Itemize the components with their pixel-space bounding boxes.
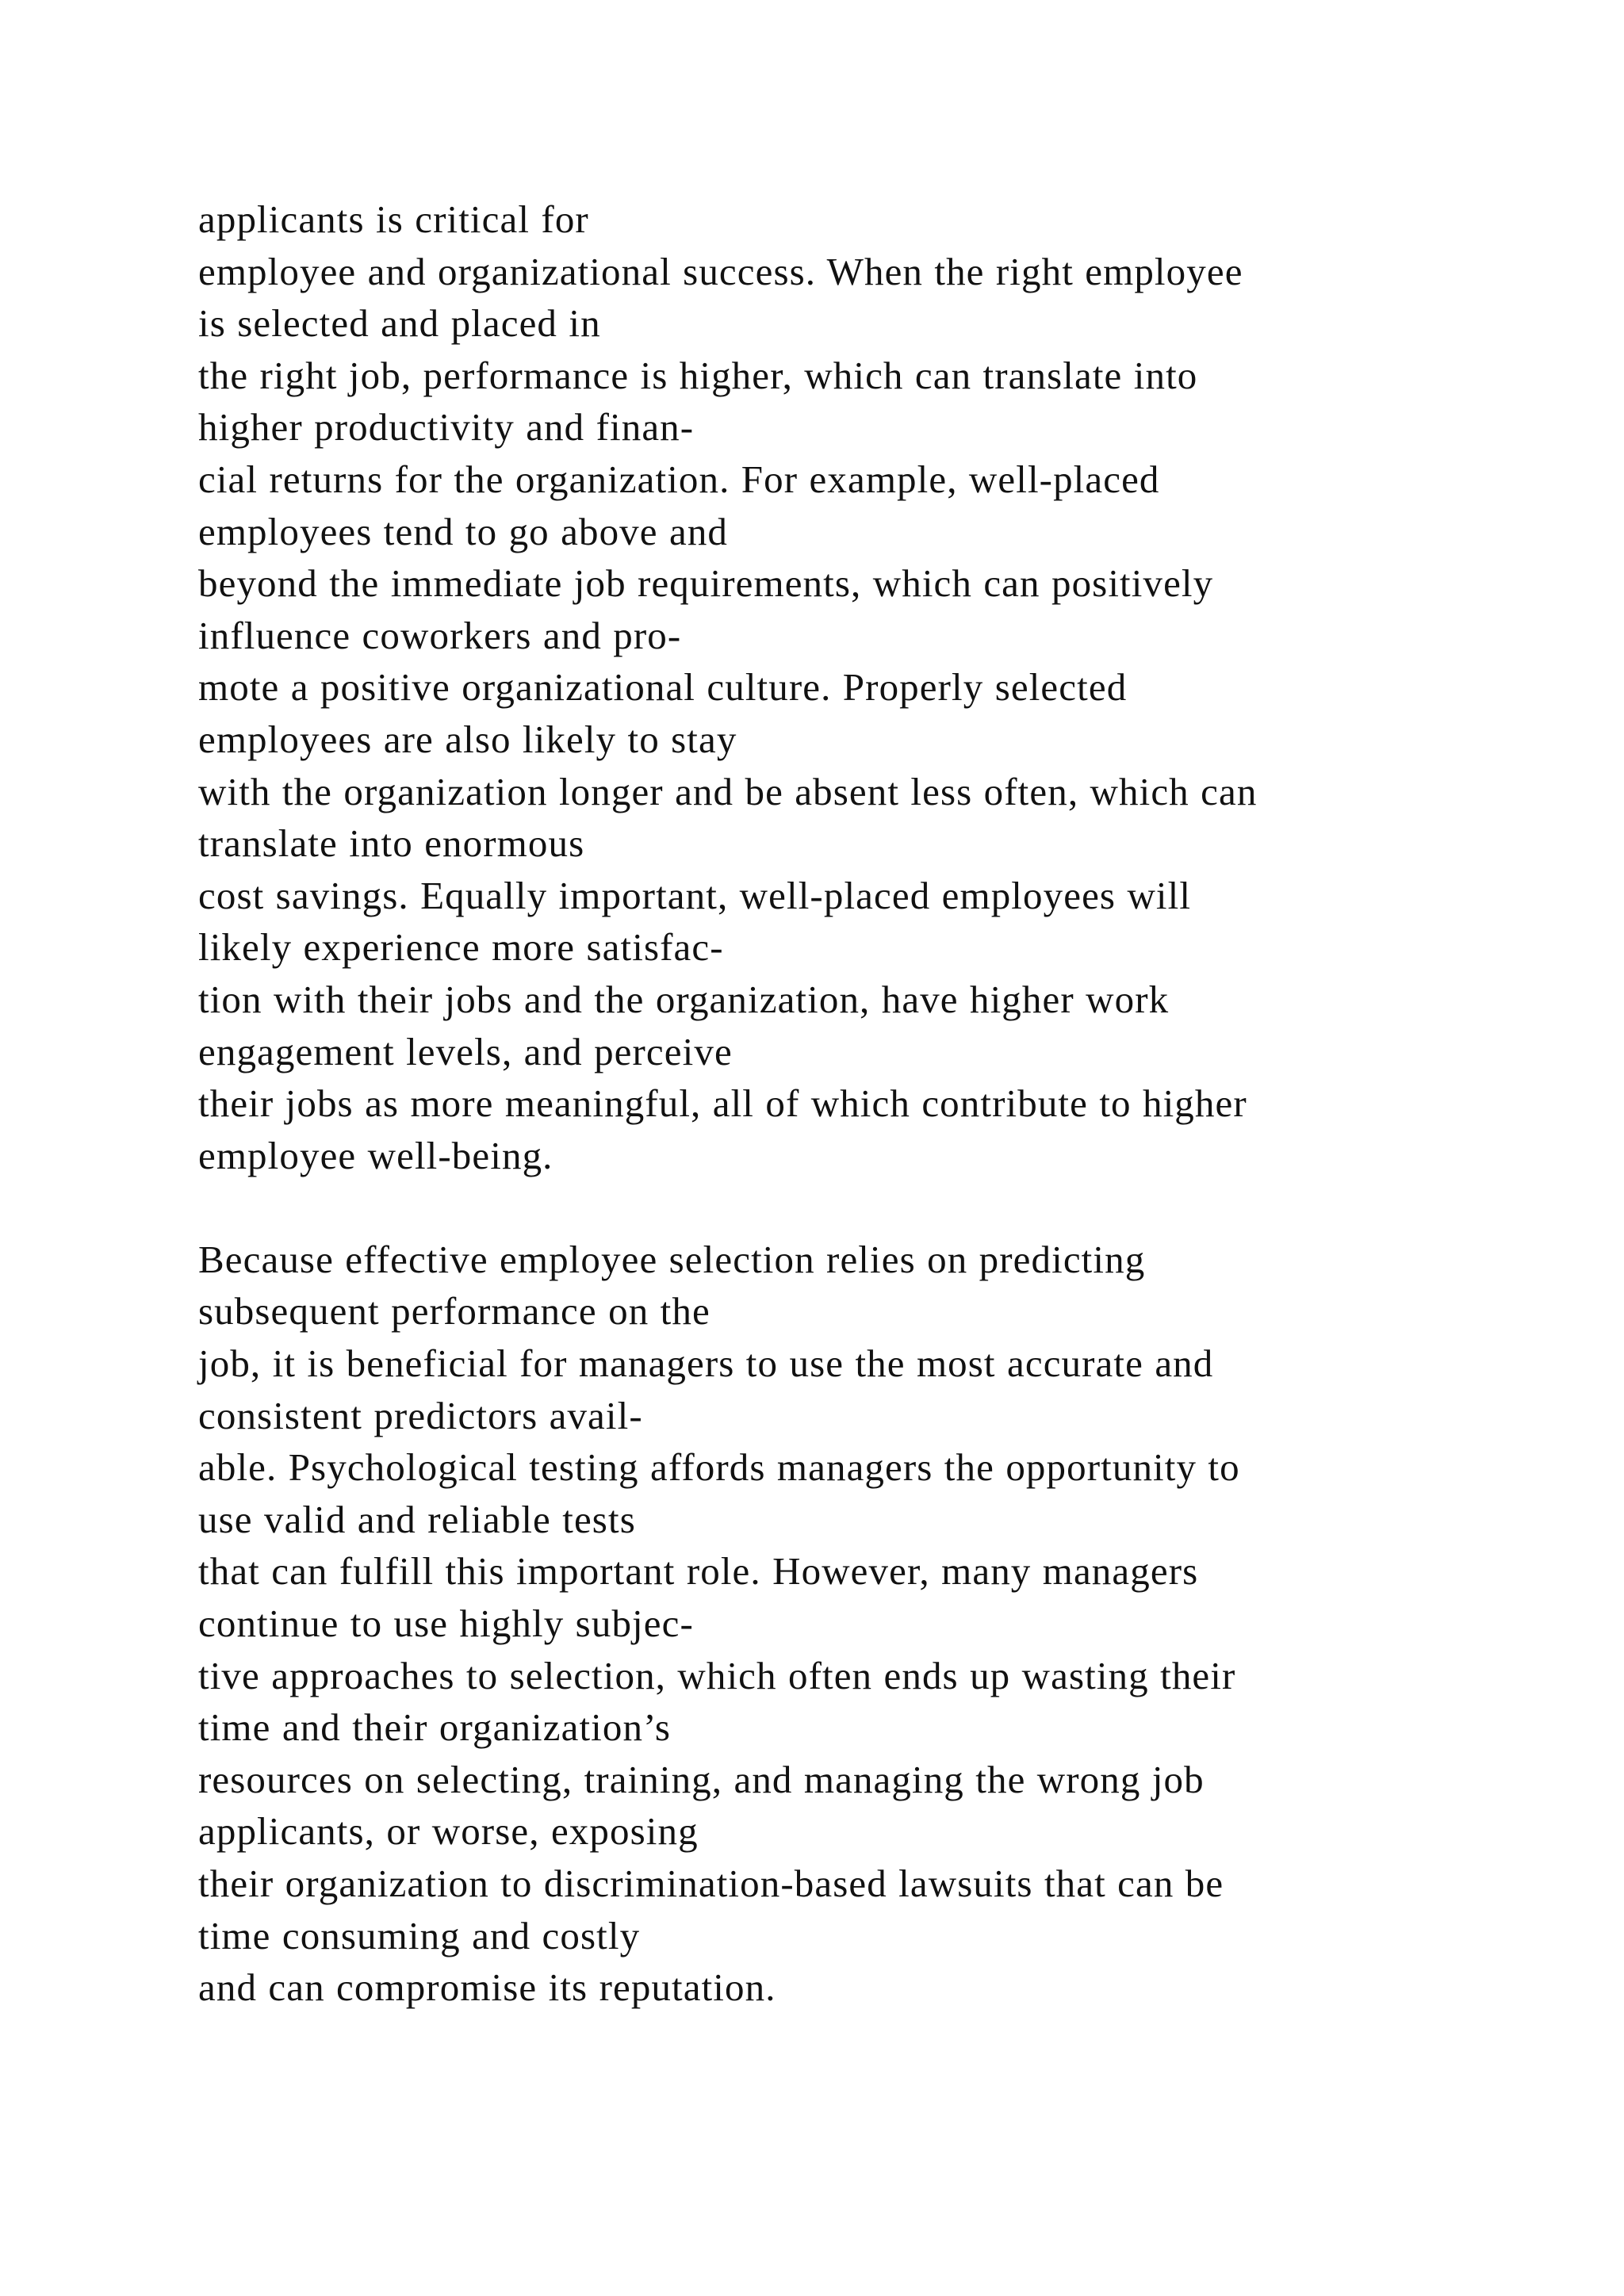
text-line: able. Psychological testing affords managers the opportunity to xyxy=(198,1445,1240,1490)
text-line: tive approaches to selection, which often ends up wasting their xyxy=(198,1653,1236,1697)
text-line: their organization to discrimination-based lawsuits that can be xyxy=(198,1862,1224,1905)
text-line: that can fulfill this important role. However, many managers xyxy=(198,1549,1199,1594)
text-line: employee well-being. xyxy=(198,1133,553,1177)
text-line: with the organization longer and be absent less often, which can xyxy=(198,769,1258,813)
text-line: time consuming and costly xyxy=(198,1913,641,1957)
document-body xyxy=(198,193,1546,2014)
text-line: applicants is critical for xyxy=(198,197,589,241)
paragraph-1 xyxy=(198,193,1546,1181)
text-line: applicants, or worse, exposing xyxy=(198,1809,699,1854)
text-line: mote a positive organizational culture. Properly selected xyxy=(198,665,1128,710)
text-line: likely experience more satisfac- xyxy=(198,925,724,970)
text-line: tion with their jobs and the organization, have higher work xyxy=(198,977,1170,1021)
text-line: time and their organization’s xyxy=(198,1705,671,1750)
paragraph-2 xyxy=(198,1234,1546,2014)
text-line: higher productivity and finan- xyxy=(198,405,695,450)
text-line: cost savings. Equally important, well-placed employees will xyxy=(198,873,1192,917)
text-line: Because effective employee selection relies on predicting xyxy=(198,1237,1146,1281)
text-line: their jobs as more meaningful, all of which contribute to higher xyxy=(198,1081,1247,1126)
text-line: beyond the immediate job requirements, which can positively xyxy=(198,561,1214,606)
text-line: use valid and reliable tests xyxy=(198,1497,636,1541)
text-line: employees tend to go above and xyxy=(198,509,729,553)
text-line: translate into enormous xyxy=(198,821,585,866)
text-line: resources on selecting, training, and managing the wrong job xyxy=(198,1757,1205,1801)
text-line: job, it is beneficial for managers to use the most accurate and xyxy=(198,1341,1214,1386)
text-line: and can compromise its reputation. xyxy=(198,1965,776,2010)
text-line: cial returns for the organization. For example, well-placed xyxy=(198,457,1160,501)
text-line: consistent predictors avail- xyxy=(198,1393,643,1437)
text-line: the right job, performance is higher, which can translate into xyxy=(198,353,1198,397)
paragraph-spacer xyxy=(198,1181,1546,1234)
text-line: employees are also likely to stay xyxy=(198,717,737,761)
text-line: employee and organizational success. When the right employee xyxy=(198,249,1243,293)
text-line: is selected and placed in xyxy=(198,301,601,346)
text-line: engagement levels, and perceive xyxy=(198,1029,733,1073)
text-line: continue to use highly subjec- xyxy=(198,1601,694,1646)
text-line: influence coworkers and pro- xyxy=(198,613,682,657)
text-line: subsequent performance on the xyxy=(198,1289,710,1334)
